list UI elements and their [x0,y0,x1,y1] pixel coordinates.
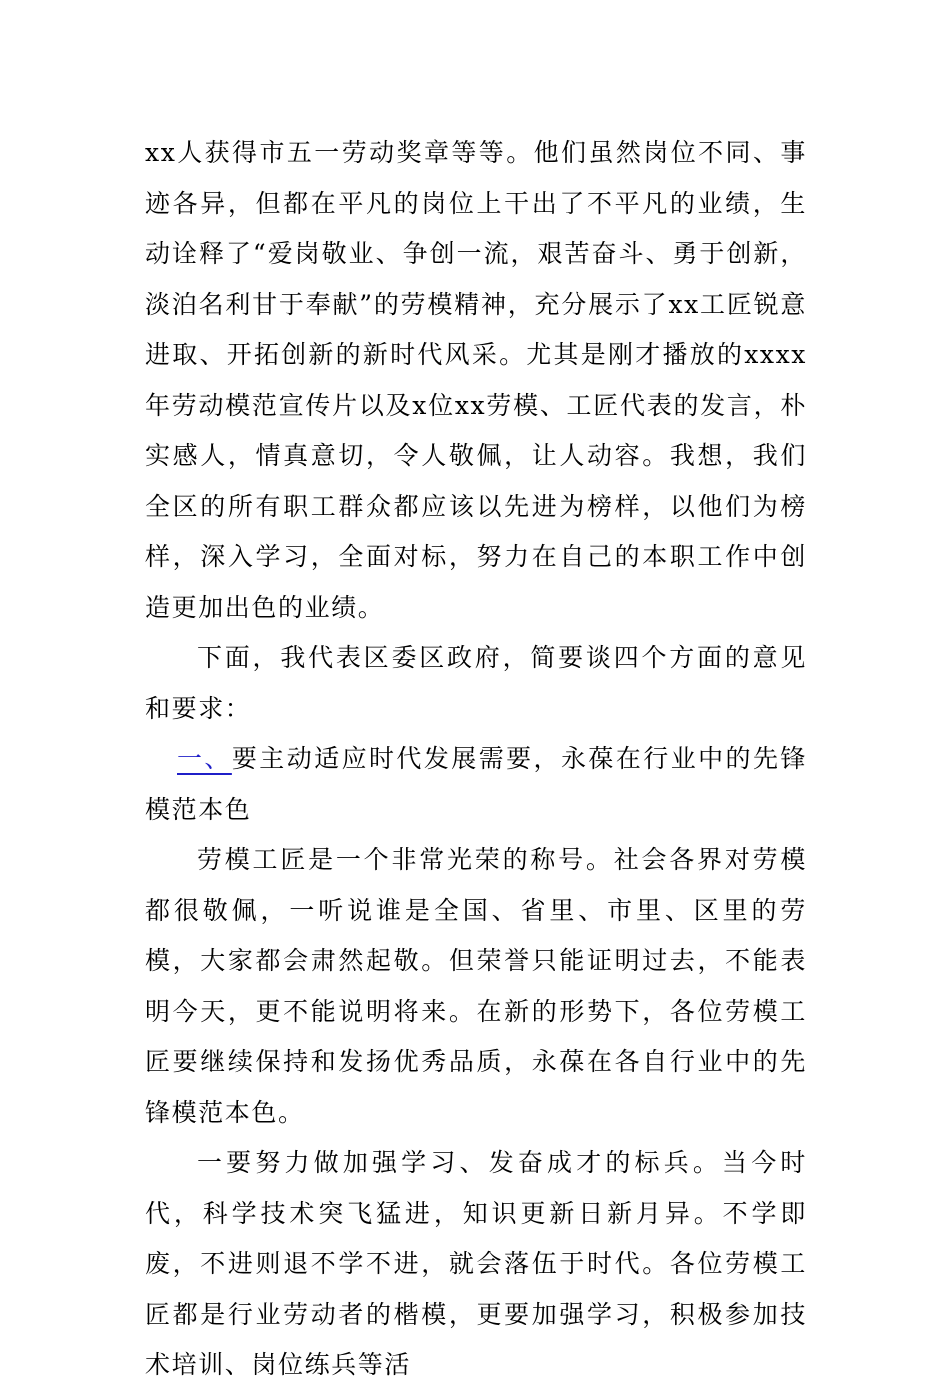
document-body [145,128,807,1391]
body-paragraph: 下面，我代表区委区政府，简要谈四个方面的意见和要求： [145,643,807,723]
body-paragraph: 一要努力做加强学习、发奋成才的标兵。当今时代，科学技术突飞猛进，知识更新日新月异。不学即废，不进则退不学不进，就会落伍于时代。各位劳模工匠都是行业劳动者的楷模，更要加强学习，积极参加技术培训、岗位练兵等活 [145,1148,807,1379]
section-heading [145,734,807,835]
section-title: 要主动适应时代发展需要，永葆在行业中的先锋模范本色 [145,744,807,824]
body-paragraph: xx人获得市五一劳动奖章等等。他们虽然岗位不同、事迹各异，但都在平凡的岗位上干出了不平凡的业绩，生动诠释了“爱岗敬业、争创一流，艰苦奋斗、勇于创新，淡泊名利甘于奉献”的劳模精神，充分展示了xx工匠锐意进取、开拓创新的新时代风采。尤其是刚才播放的xxxx年劳动模范宣传片以及x位xx劳模、工匠代表的发言，朴实感人，情真意切，令人敬佩，让人动容。我想，我们全区的所有职工群众都应该以先进为榜样，以他们为榜样，深入学习，全面对标，努力在自己的本职工作中创造更加出色的业绩。 [145,138,807,622]
body-paragraph: 劳模工匠是一个非常光荣的称号。社会各界对劳模都很敬佩，一听说谁是全国、省里、市里、区里的劳模，大家都会肃然起敬。但荣誉只能证明过去，不能表明今天，更不能说明将来。在新的形势下，各位劳模工匠要继续保持和发扬优秀品质，永葆在各自行业中的先锋模范本色。 [145,845,807,1127]
section-number-link[interactable]: 一、 [177,744,232,773]
